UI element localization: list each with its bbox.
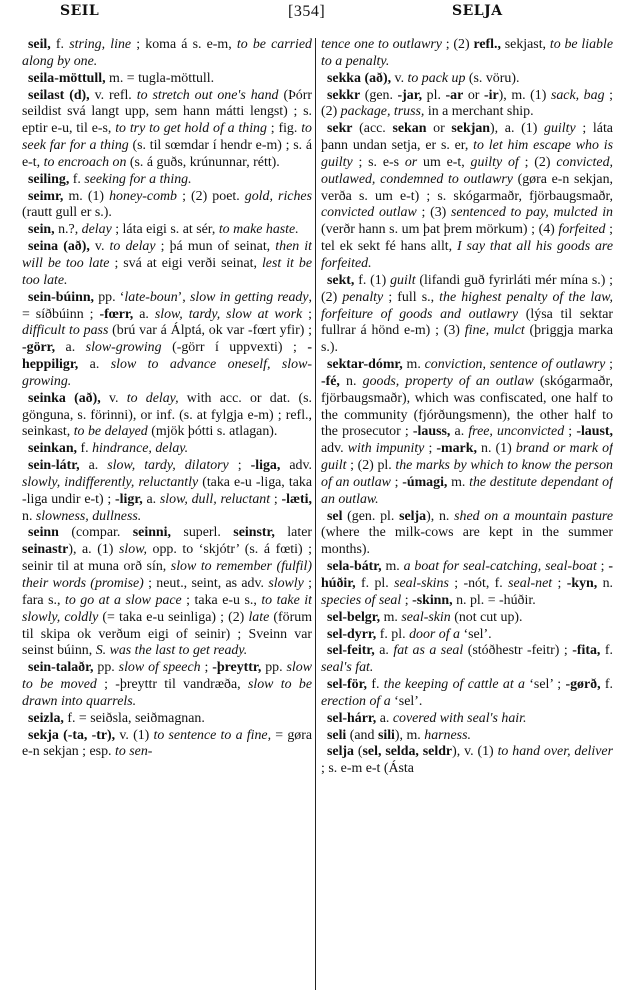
definition-text: goods, property of an outlaw [362, 373, 534, 389]
headword: seinn [28, 525, 59, 541]
headword: -þreyttr, [212, 660, 262, 676]
headword: -skinn, [412, 592, 453, 608]
entry-text: n. [22, 508, 36, 524]
definition-text: slow in getting ready [189, 289, 309, 305]
headword: seil, [28, 37, 51, 52]
definition-text: to be carried along by one. [22, 37, 312, 69]
definition-text: fine, mulct [464, 323, 525, 339]
entry-text: , = síðbúinn ; [22, 289, 312, 322]
headword: -jar, [397, 87, 423, 103]
definition-text: to delay, [126, 390, 179, 406]
definition-text: lest it be too late. [22, 255, 312, 288]
entry-text: pp. ‘ [94, 289, 125, 305]
dictionary-entry [321, 71, 613, 88]
dictionary-entry [22, 239, 312, 290]
dictionary-entry [22, 711, 312, 728]
definition-text: convicted, outlawed, condemned to outlawry [321, 154, 613, 187]
definition-text: seal's fat. [321, 660, 374, 676]
entry-text: ; láta eigi s. at sér, [111, 222, 219, 238]
definition-text: to delay [109, 239, 156, 255]
entry-text: n. [339, 373, 363, 389]
definition-text: to try to get hold of a thing [115, 121, 267, 137]
dictionary-entry [22, 189, 312, 223]
headword: -görr, [22, 340, 56, 356]
definition-text: or [404, 154, 418, 170]
entry-text: (stóðhestr -feitr) ; [463, 643, 573, 659]
definition-text: to go at a slow pace [64, 592, 182, 608]
entry-text: or [463, 87, 484, 103]
entry-text: (where the milk-cows are kept in the summer months). [321, 525, 613, 558]
headword: seinkan, [28, 441, 78, 457]
entry-text: ‘sel’ ; [524, 677, 566, 693]
definition-text: a boat for seal-catching, seal-boat [403, 559, 597, 575]
entry-text: a. [450, 424, 469, 440]
definition-text: seal-skins [394, 576, 449, 591]
entry-text: pp. [93, 660, 119, 676]
entry-text: (rautt gull er s.). [22, 205, 112, 221]
headword: sekan [392, 121, 427, 137]
definition-text: the highest penalty of the law, forfeiture of goods and outlawry [321, 289, 613, 322]
dictionary-entry [22, 172, 312, 189]
entry-text: a. [374, 643, 394, 659]
entry-text: ; s. e-s [352, 154, 405, 170]
headword: seila-möttull, [28, 70, 106, 86]
entry-text: ; fara s., [22, 576, 312, 608]
definition-text: late-boun [124, 289, 178, 305]
entry-text: ; [200, 660, 213, 676]
dictionary-entry [22, 660, 312, 711]
entry-text: ‘sel’. [460, 626, 492, 642]
entry-text: = gøra e-n sekjan ; esp. [22, 727, 312, 760]
entry-text: (s. vöru). [465, 70, 520, 86]
dictionary-entry [22, 222, 312, 239]
entry-text: (verðr hann s. um þat þrem mörkum) ; (4) [321, 222, 559, 238]
definition-text: gold, riches [244, 188, 312, 204]
definition-text: to stretch out one's hand [136, 87, 279, 103]
headword: -fœrr, [99, 306, 134, 322]
headword: -gørð, [565, 677, 601, 693]
entry-text: ), n. [426, 508, 455, 524]
entry-text: ; -nót, f. [448, 576, 509, 591]
entry-text: ), m. (1) [498, 87, 551, 103]
entry-text: ; [605, 357, 613, 373]
entry-text: ; [424, 441, 437, 457]
definition-text: slow, tardy, slow at work [154, 306, 303, 322]
entry-text: ), a. (1) [68, 542, 119, 558]
headword: sekka (að), [327, 70, 392, 86]
headword: sein-talaðr, [28, 660, 94, 676]
running-head-right: SELJA [452, 3, 503, 19]
entry-text: a. [142, 491, 160, 507]
headword: -kyn, [566, 576, 598, 591]
dictionary-entry [22, 441, 312, 458]
dictionary-entry [22, 290, 312, 391]
entry-text: a. [78, 357, 111, 373]
definition-text: covered with seal's hair. [392, 710, 527, 726]
entry-text: m. [447, 474, 470, 490]
entry-text: with acc. or dat. (s. gönguna, s. förinni), or inf. (s. at fylgja e-m) ; refl., seinkast, [22, 390, 312, 440]
entry-text: (taka e-u -liga, taka -liga undir e-t) ; [22, 474, 312, 507]
dictionary-entry [321, 509, 613, 560]
definition-text: forfeited [558, 222, 606, 238]
headword: -fita, [572, 643, 601, 659]
entry-text: (s. til sœmdar í hendr e-m) ; s. á e-t, [22, 138, 312, 170]
definition-text: fat as a seal [393, 643, 464, 659]
entry-text: opp. to ‘skjótr’ (s. á fœti) ; seinir til at muna orð sín, [22, 542, 312, 575]
entry-text: (förum til skipa ok verðum eigi of seinir) ; Sveinn var seinst búinn, [22, 609, 312, 659]
definition-text: conviction, sentence of outlawry [424, 357, 606, 373]
headword: sel-feitr, [327, 643, 375, 659]
entry-text: ; neut., seint, as adv. [143, 576, 269, 591]
definition-text: slowly [268, 576, 304, 591]
entry-text: f. [600, 677, 613, 693]
headword: seina (að), [28, 239, 90, 255]
entry-text: (þriggja marka s.). [321, 323, 613, 356]
definition-text: S. was the last to get ready. [95, 643, 248, 659]
definition-text: slow, [119, 542, 147, 558]
entry-text: ; [390, 474, 403, 490]
entry-text: sekjast, [500, 37, 550, 52]
entry-text: n. (1) [476, 441, 516, 457]
definition-text: penalty [342, 289, 384, 305]
definition-text: slowly, indifferently, reluctantly [22, 474, 199, 490]
definition-text: string, line [69, 37, 132, 52]
entry-text: ; [270, 491, 282, 507]
entry-text: (skógarmaðr, fjörbaugsmaðr), which was confiscated, one half to the community (fjórðungsmenn), the other half to the prosecutor ; [321, 373, 613, 440]
headword: seiling, [28, 171, 70, 187]
definition-text: guilt [390, 272, 416, 288]
definition-text: to sentence to a fine, [153, 727, 272, 743]
entry-text: (not cut up). [450, 609, 523, 625]
definition-text: seal-skin [401, 609, 451, 625]
entry-text: ; svá at eigi verði seinat, [109, 255, 262, 271]
definition-text: to be liable to a penalty. [321, 37, 613, 69]
entry-text: f. [367, 677, 384, 693]
definition-text: the destitute dependant of an outlaw. [321, 474, 613, 507]
headword: -læti, [281, 491, 312, 507]
entry-text: (lifandi guð fyrirláti mér mína s.) ; (2) [321, 272, 613, 305]
entry-text: in a merchant ship. [424, 104, 534, 120]
headword: sein, [28, 222, 55, 238]
entry-text: adv. [321, 441, 348, 457]
entry-text: (gen. pl. [342, 508, 400, 524]
dictionary-entry [22, 88, 312, 172]
entry-text: (= taka e-u seinliga) ; (2) [98, 609, 249, 625]
definition-text: to make haste. [218, 222, 299, 238]
entry-text: v. [391, 70, 408, 86]
definition-text: tence one to outlawry [321, 37, 442, 52]
entry-text: f. pl. [376, 626, 410, 642]
definition-text: to be delayed [73, 424, 148, 440]
definition-text: free, unconvicted [468, 424, 565, 440]
dictionary-entry [321, 627, 613, 644]
entry-text: ; tel ek sekt fé hans allt, [321, 222, 613, 255]
definition-text: erection of a [321, 693, 391, 709]
column-divider [315, 38, 316, 990]
entry-text: ’, [177, 289, 190, 305]
headword: seinastr [22, 542, 69, 558]
entry-text: ; [228, 458, 251, 474]
headword: sel-hárr, [327, 710, 377, 726]
definition-text: to hand over, deliver [497, 744, 613, 760]
definition-text: package, truss, [340, 104, 425, 120]
dictionary-entry [22, 391, 312, 442]
definition-text: sentenced to pay, mulcted in [451, 205, 613, 221]
entry-text: f. [69, 171, 85, 187]
entry-text: um e-t, [417, 154, 471, 170]
entry-text: (acc. [352, 121, 393, 137]
definition-text: late [248, 609, 270, 625]
definition-text: hindrance, delay. [92, 441, 189, 457]
entry-text: m. [381, 559, 404, 575]
dictionary-entry [321, 677, 613, 711]
definition-text: slow, tardy, dilatory [107, 458, 229, 474]
headword: sel-för, [327, 677, 367, 693]
dictionary-entry [321, 357, 613, 509]
definition-text: guilty of [470, 154, 519, 170]
headword: sein-búinn, [28, 289, 95, 305]
headword: seinka (að), [28, 390, 101, 406]
dictionary-entry [321, 711, 613, 728]
definition-text: then it will be too late [22, 239, 312, 271]
entry-text: ; -þreyttr til vandræða, [96, 677, 248, 693]
entry-text: v. (1) [115, 727, 154, 743]
entry-text: ), v. (1) [452, 744, 498, 760]
definition-text: slow to advance oneself, slow-growing. [22, 357, 312, 389]
dictionary-entry [22, 525, 312, 660]
dictionary-entry [321, 559, 613, 610]
dictionary-entry [22, 728, 312, 762]
page-number: [354] [288, 3, 326, 20]
headword: sela-bátr, [327, 559, 382, 575]
dictionary-entry [321, 88, 613, 122]
entry-text: m. = tugla-möttull. [105, 70, 215, 86]
headword: -laust, [576, 424, 613, 440]
left-column [22, 37, 312, 992]
dictionary-entry [321, 728, 613, 745]
entry-text: m. (1) [63, 188, 110, 204]
definition-text: with impunity [347, 441, 425, 457]
headword: -úmagi, [402, 474, 448, 490]
entry-text: ; fig. [266, 121, 302, 137]
definition-text: to take it slowly, coldly [22, 592, 312, 625]
entry-text: (s. á guðs, krúnunnar, rétt). [126, 154, 280, 170]
headword: refl., [473, 37, 501, 52]
entry-text: f. pl. [355, 576, 395, 591]
dictionary-entry [321, 643, 613, 677]
entry-text: pl. [422, 87, 446, 103]
entry-text: ; (3) [416, 205, 451, 221]
definition-text: to seek far for a thing [22, 121, 312, 154]
entry-text: ; [564, 424, 577, 440]
entry-text: ( [354, 744, 363, 760]
definition-text: seal-net [508, 576, 553, 591]
definition-text: to let him escape who is guilty [321, 138, 613, 170]
entry-text: f. [77, 441, 93, 457]
headword: sekjan [451, 121, 490, 137]
entry-text: ; [596, 559, 609, 575]
definition-text: sack, bag [550, 87, 605, 103]
entry-text: ; (2) [518, 154, 557, 170]
entry-text: m. [402, 357, 425, 373]
headword: sel, selda, seldr [362, 744, 453, 760]
entry-text: v. [89, 239, 110, 255]
headword: sekja (-ta, -tr), [28, 727, 116, 743]
definition-text: honey-comb [109, 188, 177, 204]
definition-text: convicted outlaw [321, 205, 417, 221]
entry-text: later [274, 525, 312, 541]
dictionary-entry [321, 121, 613, 273]
headword: seinni, [132, 525, 171, 541]
entry-text: (Þórr seildist svá langt upp, sem hann mátti lengst) ; s. eptir e-u, til e-s, [22, 87, 312, 137]
headword: -ar [445, 87, 464, 103]
definition-text: door of a [409, 626, 460, 642]
definition-text: slow of speech [118, 660, 201, 676]
dictionary-entry [22, 71, 312, 88]
entry-text: ; full s., [383, 289, 440, 305]
headword: -ir [483, 87, 499, 103]
entry-text: m. [380, 609, 402, 625]
entry-text: (compar. [58, 525, 133, 541]
entry-text: ; taka e-u s., [181, 592, 262, 608]
entry-text: a. [55, 340, 86, 356]
definition-text: slow to be drawn into quarrels. [22, 677, 312, 709]
headword: -ligr, [115, 491, 143, 507]
dictionary-entry [22, 37, 312, 71]
entry-text: v. [100, 390, 127, 406]
headword: -liga, [250, 458, 281, 474]
headword: -heppiligr, [22, 340, 312, 373]
definition-text: slowness, dullness. [35, 508, 142, 524]
entry-text: (gen. [360, 87, 398, 103]
entry-text: a. [376, 710, 393, 726]
dictionary-entry [321, 37, 613, 71]
definition-text: harness. [424, 727, 471, 743]
definition-text: to pack up [407, 70, 466, 86]
headword: seimr, [28, 188, 64, 204]
definition-text: the marks by which to know the person of an outlaw [321, 458, 613, 490]
entry-text: ; s. e-m e-t (Ásta [321, 761, 414, 777]
entry-text: or [426, 121, 452, 137]
entry-text: ), m. [394, 727, 425, 743]
dictionary-entry [321, 744, 613, 778]
definition-text: slow to remember (fulfil) their words (promise) [22, 559, 312, 591]
entry-text: ; láta þann undan setja, er s. er, [321, 121, 613, 154]
entry-text: ), a. (1) [490, 121, 545, 137]
entry-text: f. (1) [354, 272, 391, 288]
definition-text: slow to be moved [22, 660, 312, 693]
definition-text: slow-growing [85, 340, 162, 356]
entry-text: (lýsa til sektar fullrar á hönd e-m) ; (3) [321, 306, 613, 339]
definition-text: slow, dull, reluctant [159, 491, 271, 507]
entry-text: v. refl. [89, 87, 137, 103]
headword: seizla, [28, 710, 64, 726]
dictionary-entry [22, 458, 312, 525]
entry-text: f. [600, 643, 613, 659]
headword: selja [399, 508, 427, 524]
entry-text: (gøra e-n sekjan, verða s. um e-t) ; s. skógarmaðr, fjörbaugsmaðr, [321, 171, 613, 204]
entry-text: ; [552, 576, 567, 591]
headword: sel [327, 508, 343, 524]
entry-text: f. [50, 37, 70, 52]
entry-text: ; (2) pl. [346, 458, 396, 474]
entry-text: ; þá mun of seinat, [155, 239, 276, 255]
headword: sekt, [327, 272, 355, 288]
headword: -húðir, [321, 559, 613, 591]
entry-text: adv. [280, 458, 312, 474]
entry-text: ; [401, 592, 413, 608]
headword: sel-dyrr, [327, 626, 377, 642]
entry-text: f. = seiðsla, seiðmagnan. [63, 710, 205, 726]
entry-text: ; (2) [321, 87, 613, 120]
dictionary-entry [321, 273, 613, 357]
headword: sektar-dómr, [327, 357, 403, 373]
entry-text: a. [79, 458, 108, 474]
definition-text: difficult to pass [22, 323, 109, 339]
entry-text: ; [302, 306, 312, 322]
running-head-left: SEIL [60, 3, 100, 19]
definition-text: shed on a mountain pasture [454, 508, 613, 524]
entry-text: n. pl. = -húðir. [452, 592, 536, 608]
headword: sekr [327, 121, 353, 137]
headword: seli [327, 727, 347, 743]
definition-text: seeking for a thing. [84, 171, 192, 187]
definition-text: delay [81, 222, 112, 238]
entry-text: superl. [170, 525, 234, 541]
headword: -fé, [321, 373, 340, 389]
definition-text: to encroach on [43, 154, 127, 170]
entry-text: pp. [261, 660, 287, 676]
definition-text: guilty [544, 121, 576, 137]
definition-text: species of seal [321, 592, 402, 608]
definition-text: brand or mark of guilt [321, 441, 613, 474]
entry-text: ; (2) [441, 37, 474, 52]
definition-text: I say that all his goods are forfeited. [321, 239, 613, 271]
headword: sein-látr, [28, 458, 80, 474]
entry-text: (mjök þótti s. atlagan). [147, 424, 278, 440]
entry-text: (and [346, 727, 378, 743]
entry-text: ‘sel’. [390, 693, 423, 709]
entry-text: ; koma á s. e-m, [131, 37, 237, 52]
entry-text: (brú var á Álptá, ok var -fœrt yfir) ; [108, 323, 312, 339]
entry-text: n.?, [54, 222, 82, 238]
entry-text: n. [597, 576, 613, 591]
definition-text: the keeping of cattle at a [383, 677, 525, 693]
headword: -mark, [436, 441, 477, 457]
entry-text: (-görr í uppvexti) ; [161, 340, 308, 356]
definition-text: to sen- [114, 744, 153, 760]
headword: -lauss, [412, 424, 451, 440]
dictionary-entry [321, 610, 613, 627]
headword: sili [377, 727, 395, 743]
entry-text: ; (2) poet. [177, 188, 245, 204]
entry-text: a. [133, 306, 155, 322]
headword: seilast (d), [28, 87, 90, 103]
headword: seinstr, [233, 525, 275, 541]
headword: sekkr [327, 87, 361, 103]
headword: selja [327, 744, 355, 760]
right-column [321, 37, 613, 992]
headword: sel-belgr, [327, 609, 381, 625]
